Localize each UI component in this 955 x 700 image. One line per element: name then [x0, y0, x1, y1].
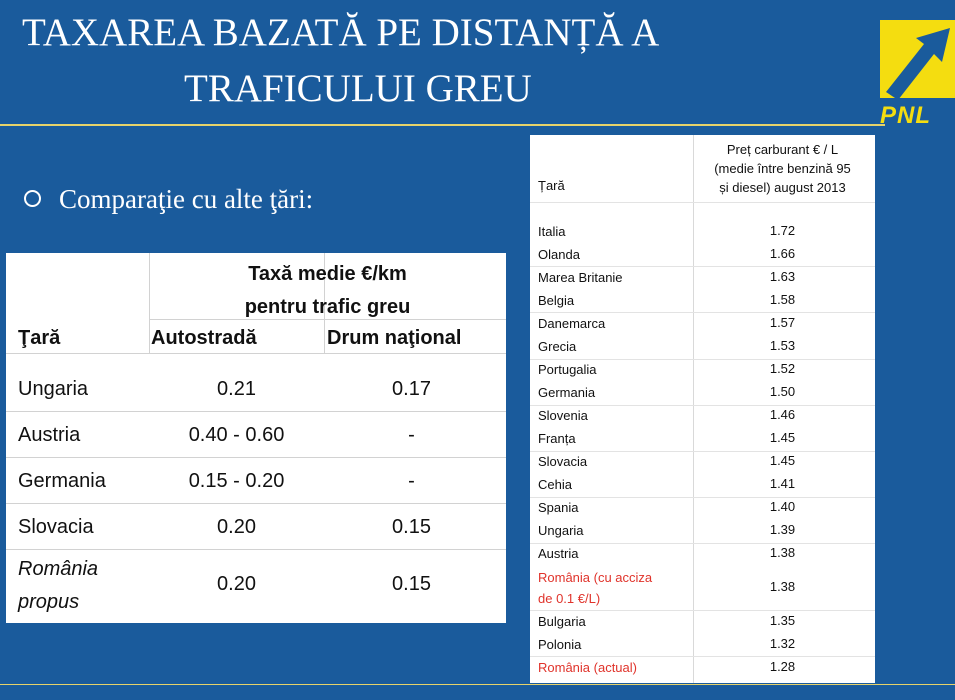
header-country: Țară	[538, 178, 565, 193]
fuel-row-price: 1.38	[769, 545, 796, 560]
fuel-row-country: Italia	[538, 224, 566, 239]
comparison-bullet	[24, 184, 313, 215]
header-group-line-2: pentru trafic greu	[244, 296, 411, 318]
fuel-row-country: Spania	[538, 500, 579, 515]
fuel-row-country: Franța	[538, 431, 576, 446]
romania-acciza-line-1: România (cu acciza	[538, 570, 653, 585]
col-header-national: Drum naţional	[327, 327, 462, 349]
col-header-country: Ţară	[18, 327, 61, 349]
fuel-row-price: 1.63	[769, 269, 796, 284]
fuel-row-price: 1.45	[769, 430, 796, 445]
pnl-logo	[880, 20, 955, 130]
tax-comparison-table	[6, 253, 506, 623]
fuel-row-price: 1.32	[769, 636, 796, 651]
title-divider	[0, 124, 885, 126]
col-header-motorway: Autostradă	[151, 327, 257, 349]
fuel-row-price: 1.66	[769, 246, 796, 261]
row-country: Slovacia	[18, 516, 94, 538]
romania-actual-label: România (actual)	[538, 660, 637, 675]
fuel-row-price: 1.46	[769, 407, 796, 422]
romania-motorway: 0.20	[217, 573, 256, 595]
fuel-row-price: 1.45	[769, 453, 796, 468]
row-motorway: 0.40 - 0.60	[188, 424, 285, 446]
fuel-row-price: 1.52	[769, 361, 796, 376]
header-group-line-1: Taxă medie €/km	[248, 263, 407, 285]
bullet-circle-icon	[24, 190, 41, 207]
fuel-row-price: 1.72	[769, 223, 796, 238]
romania-national: 0.15	[392, 573, 431, 595]
romania-proposed-line-2: propus	[18, 591, 80, 613]
fuel-row-price: 1.35	[769, 613, 796, 628]
fuel-row-country: Austria	[538, 546, 579, 561]
fuel-row-price: 1.41	[769, 476, 796, 491]
romania-actual-price: 1.28	[769, 659, 796, 674]
fuel-row-price: 1.50	[769, 384, 796, 399]
fuel-row-price: 1.39	[769, 522, 796, 537]
header-price: Preț carburant € / L (medie între benzină 95 și diesel) august 2013	[714, 142, 851, 195]
bullet-text: Comparaţie cu alte ţări:	[59, 184, 314, 214]
row-national: -	[408, 470, 415, 492]
fuel-row-country: Cehia	[538, 477, 572, 492]
row-country: Germania	[18, 470, 106, 492]
title-line-1: TAXAREA BAZATĂ PE DISTANȚĂ A	[22, 11, 660, 54]
fuel-row-price: 1.53	[769, 338, 796, 353]
bottom-divider	[0, 684, 955, 685]
row-motorway: 0.15 - 0.20	[188, 470, 285, 492]
fuel-row-country: Portugalia	[538, 362, 597, 377]
row-national: 0.17	[392, 378, 431, 400]
fuel-row-country: Grecia	[538, 339, 577, 354]
row-motorway: 0.20	[217, 516, 256, 538]
fuel-row-country: Danemarca	[538, 316, 606, 331]
fuel-row-price: 1.40	[769, 499, 796, 514]
row-national: 0.15	[392, 516, 431, 538]
fuel-row-price: 1.57	[769, 315, 796, 330]
fuel-row-country: Ungaria	[538, 523, 584, 538]
fuel-row-country: Germania	[538, 385, 596, 400]
logo-text: PNL	[880, 102, 931, 129]
row-motorway: 0.21	[217, 378, 256, 400]
fuel-row-country: Bulgaria	[538, 614, 586, 629]
fuel-row-country: Polonia	[538, 637, 582, 652]
arrow-icon	[880, 20, 955, 98]
fuel-row-country: Slovenia	[538, 408, 588, 423]
fuel-row-price: 1.58	[769, 292, 796, 307]
romania-acciza-line-2: de 0.1 €/L)	[538, 591, 601, 606]
romania-proposed-line-1: România	[18, 558, 99, 580]
row-country: Austria	[18, 424, 81, 446]
row-national: -	[408, 424, 415, 446]
fuel-row-country: Slovacia	[538, 454, 588, 469]
fuel-row-country: Olanda	[538, 247, 580, 262]
row-country: Ungaria	[18, 378, 89, 400]
fuel-row-country: Belgia	[538, 293, 575, 308]
romania-acciza-price: 1.38	[769, 579, 796, 594]
title-line-2: TRAFICULUI GREU	[184, 67, 532, 110]
fuel-price-table	[530, 135, 875, 683]
logo-square	[880, 20, 955, 98]
fuel-row-country: Marea Britanie	[538, 270, 623, 285]
